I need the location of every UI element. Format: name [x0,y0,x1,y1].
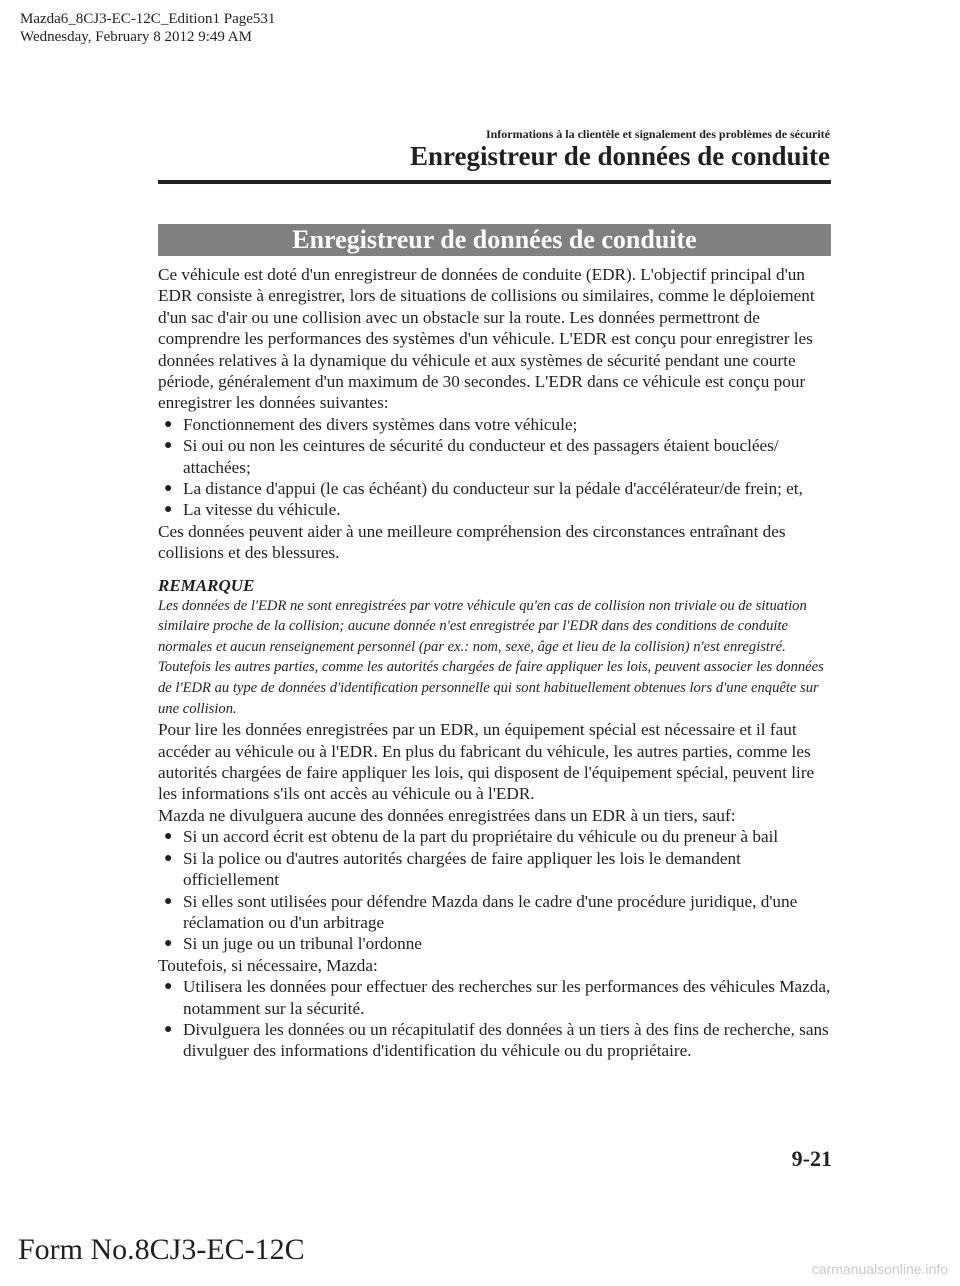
main-content [158,264,831,1062]
list-item: ● La distance d'appui (le cas échéant) du conducteur sur la pédale d'accélérateur/de frein; et, [164,479,803,499]
chapter-title: Enregistreur de données de conduite [409,141,830,171]
chapter-subtitle: Informations à la clientèle et signalement des problèmes de sécurité [485,127,830,141]
watermark: carmanualsonline.info [811,1261,948,1277]
list-item: ● Si la police ou d'autres autorités chargées de faire appliquer les lois le demandent officiellement [164,848,741,890]
reading-paragraph: Pour lire les données enregistrées par un EDR, un équipement spécial est nécessaire et il faut accéder au véhicule ou à l'EDR. En plus du fabricant du véhicule, les autres parties, comme les autorités chargées de faire appliquer les lois, qui disposent de l'équipement spécial, peuvent lire les informations s'ils ont accès au véhicule ou à l'EDR. [158,720,815,804]
slug-line-2: Wednesday, February 8 2012 9:49 AM [20,29,252,45]
list-item: ● Si oui ou non les ceintures de sécurité du conducteur et des passagers étaient bouclées/ attachées; [164,436,779,477]
bullet-icon: ● [164,438,173,454]
note-title: REMARQUE [158,575,255,595]
list-item: ● Si un juge ou un tribunal l'ordonne [164,934,422,954]
list-item: ● Utilisera les données pour effectuer des recherches sur les performances des véhicules Mazda, notamment sur la sécurité. [164,977,831,1018]
page-number: 9-21 [791,1146,832,1171]
recorded-data-list [158,414,831,521]
list-item: ● Fonctionnement des divers systèmes dans votre véhicule; [164,414,578,434]
bullet-icon: ● [164,979,173,995]
however-paragraph: Toutefois, si nécessaire, Mazda: [158,955,378,975]
disclosure-exceptions-list [158,826,831,954]
form-number: Form No.8CJ3-EC-12C [18,1233,305,1266]
intro-paragraph: Ce véhicule est doté d'un enregistreur de données de conduite (EDR). L'objectif principal d'un EDR consiste à enregistrer, lors de situations de collisions ou similaires, comme le déploiement d'un sac d'air ou une collision avec un obstacle sur la route. Les données permettront de comprendre les performances des systèmes d'un véhicule. L'EDR est conçu pour enregistrer les données relatives à la dynamique du véhicule et aux systèmes de sécurité pendant une courte période, généralement d'un maximum de 30 secondes. L'EDR dans ce véhicule est conçu pour enregistrer les données suivantes: [158,265,815,413]
bullet-icon: ● [164,893,173,909]
list-item: ● La vitesse du véhicule. [164,500,341,520]
bullet-icon: ● [164,1021,173,1037]
header-rule [158,180,831,184]
note-body: Les données de l'EDR ne sont enregistrées par votre véhicule qu'en cas de collision non triviale ou de situation similaire proche de la collision; aucune donnée n'est enregistrée par l'EDR dans des conditions de conduite normales et aucun renseignement personnel (par ex.: nom, sexe, âge et lieu de la collision) n'est enregistré. Toutefois les autres parties, comme les autorités chargées de faire appliquer les lois, peuvent associer les données de l'EDR au type de données d'identification personnelle qui sont habituellement obtenues lors d'une enquête sur une collision. [158,597,824,717]
bullet-icon: ● [164,481,173,497]
list-item: ● Divulguera les données ou un récapitulatif des données à un tiers à des fins de recherche, sans divulguer des informations d'identification du véhicule ou du propriétaire. [164,1019,829,1061]
mazda-usage-list [158,976,831,1062]
print-slug [20,10,275,46]
slug-line-1: Mazda6_8CJ3-EC-12C_Edition1 Page531 [20,11,276,27]
list-item: ● Si un accord écrit est obtenu de la part du propriétaire du véhicule ou du preneur à bail [164,827,779,847]
disclosure-paragraph: Mazda ne divulguera aucune des données enregistrées dans un EDR à un tiers, sauf: [158,805,736,825]
bullet-icon: ● [164,936,173,952]
after-list-paragraph: Ces données peuvent aider à une meilleure compréhension des circonstances entraînant des collisions et des blessures. [158,521,786,563]
bullet-icon: ● [164,502,173,518]
bullet-icon: ● [164,850,173,866]
bullet-icon: ● [164,416,173,432]
section-title-bar: Enregistreur de données de conduite [158,224,831,256]
bullet-icon: ● [164,829,173,845]
list-item: ● Si elles sont utilisées pour défendre Mazda dans le cadre d'une procédure juridique, d'une réclamation ou d'un arbitrage [164,891,798,932]
